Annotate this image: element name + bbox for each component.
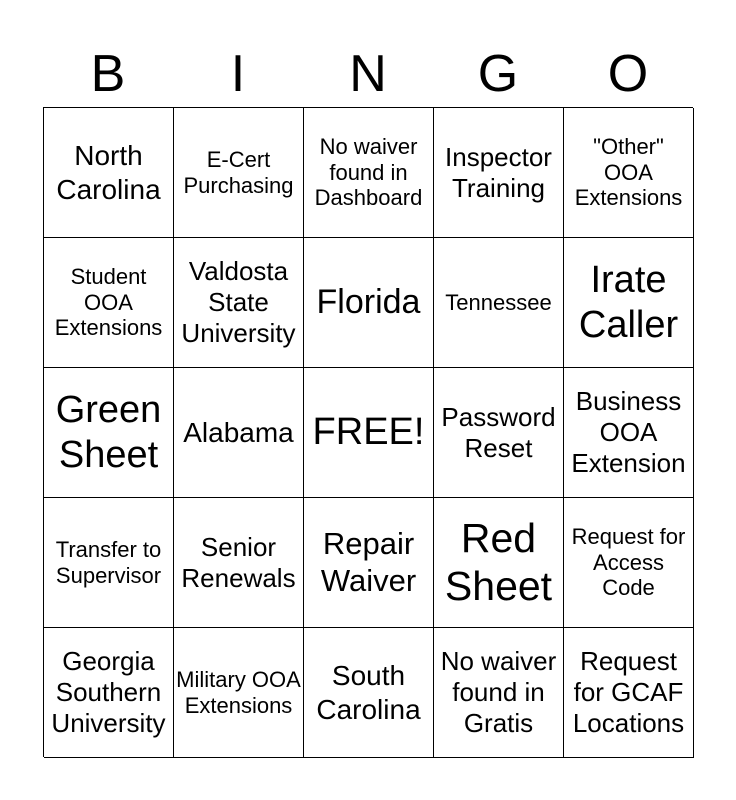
- bingo-cell[interactable]: E-Cert Purchasing: [174, 108, 304, 238]
- bingo-cell[interactable]: Red Sheet: [434, 498, 564, 628]
- bingo-cell[interactable]: No waiver found in Dashboard: [304, 108, 434, 238]
- bingo-cell[interactable]: South Carolina: [304, 628, 434, 758]
- bingo-cell[interactable]: No waiver found in Gratis: [434, 628, 564, 758]
- bingo-grid: [43, 107, 693, 757]
- bingo-cell[interactable]: Irate Caller: [564, 238, 694, 368]
- header-letter-b: B: [90, 45, 126, 103]
- bingo-cell[interactable]: North Carolina: [44, 108, 174, 238]
- bingo-cell[interactable]: Green Sheet: [44, 368, 174, 498]
- bingo-cell[interactable]: Senior Renewals: [174, 498, 304, 628]
- bingo-cell[interactable]: "Other" OOA Extensions: [564, 108, 694, 238]
- header-letter-n: N: [349, 45, 387, 103]
- bingo-cell[interactable]: Alabama: [174, 368, 304, 498]
- bingo-header: [43, 40, 693, 108]
- bingo-cell[interactable]: Georgia Southern University: [44, 628, 174, 758]
- header-letter-i: I: [230, 45, 246, 103]
- bingo-cell[interactable]: Transfer to Supervisor: [44, 498, 174, 628]
- header-letter-o: O: [607, 45, 649, 103]
- bingo-cell[interactable]: Student OOA Extensions: [44, 238, 174, 368]
- bingo-cell[interactable]: Florida: [304, 238, 434, 368]
- bingo-cell[interactable]: Military OOA Extensions: [174, 628, 304, 758]
- bingo-cell[interactable]: Request for GCAF Locations: [564, 628, 694, 758]
- bingo-cell[interactable]: Repair Waiver: [304, 498, 434, 628]
- header-letter-g: G: [477, 45, 519, 103]
- bingo-cell[interactable]: Tennessee: [434, 238, 564, 368]
- bingo-cell[interactable]: Password Reset: [434, 368, 564, 498]
- free-space[interactable]: FREE!: [304, 368, 434, 498]
- bingo-cell[interactable]: Request for Access Code: [564, 498, 694, 628]
- bingo-cell[interactable]: Valdosta State University: [174, 238, 304, 368]
- bingo-cell[interactable]: Business OOA Extension: [564, 368, 694, 498]
- bingo-cell[interactable]: Inspector Training: [434, 108, 564, 238]
